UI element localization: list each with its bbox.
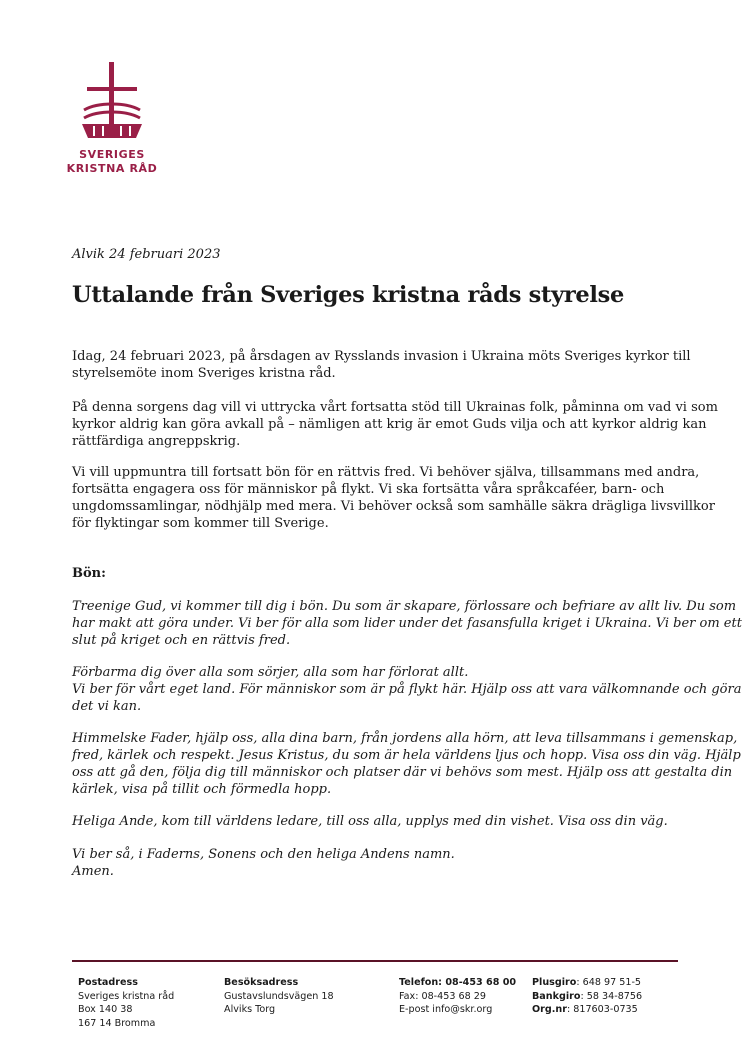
plusgiro-value: : 648 97 51-5 [576,977,642,988]
text-line: oss att gå den, följa dig till människor och platser där vi behövs som mest. Hjälp oss att gestalta din [72,765,733,780]
text-line: det vi kan. [72,699,142,714]
footer-email[interactable]: E-post info@skr.org [399,1004,493,1016]
footer-heading: Postadress [78,977,138,988]
prayer-paragraph-2 [72,664,742,715]
footer-line: Alviks Torg [224,1004,276,1016]
text-line: ungdomssamlingar, nödhjälp med mera. Vi behöver också som samhälle säkra drägliga livsvillkor [72,499,715,514]
text-line: Vi ber för vårt eget land. För människor som är på flykt här. Hjälp oss att vara välkomnande och göra [72,682,742,697]
text-line: styrelsemöte inom Sveriges kristna råd. [72,366,336,381]
prayer-paragraph-4 [72,813,672,830]
paragraph-intro [72,348,691,382]
footer-postal-address [78,976,174,1030]
paragraph-encourage [72,464,715,532]
document-date: Alvik 24 februari 2023 [72,247,221,262]
text-line: fortsätta engagera oss för människor på flykt. Vi ska fortsätta våra språkcaféer, barn- och [72,482,665,497]
footer-line: Gustavslundsvägen 18 [224,990,334,1002]
logo-line-2: KRISTNA RÅD [66,162,158,175]
prayer-paragraph-3 [72,730,741,798]
text-line: Himmelske Fader, hjälp oss, alla dina barn, från jordens alla hörn, att leva tillsammans i gemenskap, [72,731,738,746]
paragraph-support [72,399,718,450]
text-line: Treenige Gud, vi kommer till dig i bön. Du som är skapare, förlossare och befriare av allt liv. Du som [72,599,737,614]
text-line: Vi ber så, i Faderns, Sonens och den heliga Andens namn. [72,847,455,862]
text-line: kyrkor aldrig kan göra avkall på – nämligen att krig är emot Guds vilja och att kyrkor aldrig kan [72,417,707,432]
footer-line: Box 140 38 [78,1004,133,1016]
plusgiro-label: Plusgiro [532,977,577,988]
prayer-paragraph-5 [72,846,672,880]
footer-fax: Fax: 08-453 68 29 [399,990,486,1002]
bankgiro-value: : 58 34-8756 [580,990,643,1002]
prayer-heading: Bön: [72,566,106,581]
text-line: Amen. [72,864,114,879]
footer-heading: Besöksadress [224,977,299,988]
text-line: har makt att göra under. Vi ber för alla som lider under det fasansfulla kriget i Ukraina. Vi ber om ett [72,616,742,631]
text-line: slut på kriget och en rättvis fred. [72,633,291,648]
footer-orgnr [532,1003,642,1017]
bankgiro-label: Bankgiro [532,990,581,1002]
footer-contact [399,976,516,1017]
footer-line: Sveriges kristna råd [78,990,175,1002]
footer-payment [532,976,642,1017]
footer-plusgiro [532,976,642,990]
text-line: Vi vill uppmuntra till fortsatt bön för en rättvis fred. Vi behöver själva, tillsammans med andra, [72,465,700,480]
text-line: Heliga Ande, kom till världens ledare, till oss alla, upplys med din vishet. Visa oss din väg. [72,814,668,829]
text-line: kärlek, visa på tillit och förmedla hopp. [72,782,332,797]
text-line: för flyktingar som kommer till Sverige. [72,516,329,531]
logo-line-1: SVERIGES [79,148,145,161]
orgnr-value: : 817603-0735 [566,1004,638,1016]
orgnr-label: Org.nr [532,1004,567,1016]
text-line: Förbarma dig över alla som sörjer, alla som har förlorat allt. [72,665,469,680]
text-line: Idag, 24 februari 2023, på årsdagen av Rysslands invasion i Ukraina möts Sveriges kyrkor till [72,349,691,364]
text-line: fred, kärlek och respekt. Jesus Kristus, du som är hela världens ljus och hopp. Visa oss din väg. Hjälp [72,748,741,763]
cross-boat-emblem [78,60,146,148]
footer-phone: Telefon: 08-453 68 00 [399,977,517,988]
footer-bankgiro [532,990,642,1004]
logo-text [62,148,162,176]
prayer-paragraph-1 [72,598,742,649]
text-line: rättfärdiga angreppskrig. [72,434,241,449]
text-line: På denna sorgens dag vill vi uttrycka vårt fortsatta stöd till Ukrainas folk, påminna om vad vi som [72,400,718,415]
page-title: Uttalande från Sveriges kristna råds styrelse [72,282,625,308]
footer-divider [72,960,678,962]
footer-visit-address [224,976,334,1017]
footer-line: 167 14 Bromma [78,1017,156,1029]
